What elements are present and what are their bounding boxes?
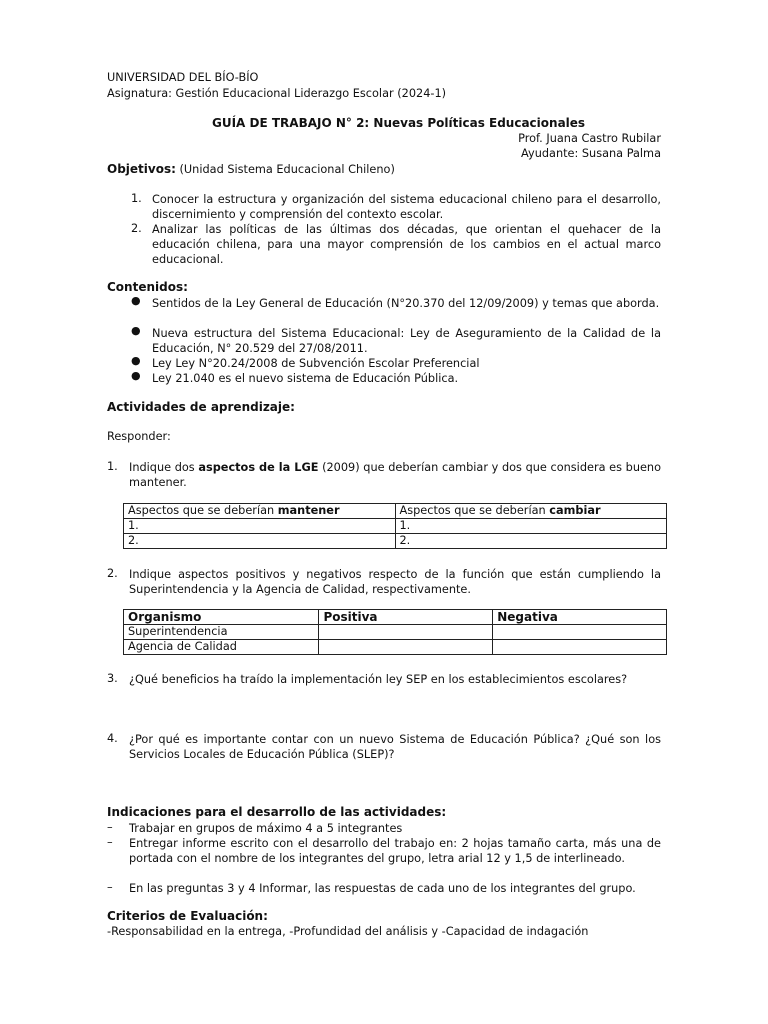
- table-cell[interactable]: [319, 625, 493, 640]
- professor-name: Prof. Juana Castro Rubilar: [518, 132, 661, 145]
- question-number: 3.: [107, 672, 118, 685]
- criteria-heading: Criterios de Evaluación:: [107, 909, 268, 923]
- table-cell[interactable]: [319, 640, 493, 655]
- bullet-icon: ●: [131, 294, 141, 307]
- table-cell[interactable]: 2.: [395, 534, 667, 549]
- page-title: GUÍA DE TRABAJO N° 2: Nuevas Políticas Educacionales: [212, 116, 586, 130]
- table-cell[interactable]: 1.: [124, 519, 396, 534]
- bullet-icon: ●: [131, 369, 141, 382]
- organism-evaluation-table: [123, 609, 667, 655]
- table-cell: Superintendencia: [124, 625, 319, 640]
- question-1: Indique dos aspectos de la LGE (2009) que deberían cambiar y dos que considera es bueno mantener.: [129, 461, 661, 489]
- question-number: 1.: [107, 460, 118, 473]
- contents-item: Ley 21.040 es el nuevo sistema de Educación Pública.: [152, 372, 459, 385]
- table-row: [124, 640, 667, 655]
- question-4: ¿Por qué es importante contar con un nuevo Sistema de Educación Pública? ¿Qué son los Servicios Locales de Educación Pública (SLEP)?: [129, 733, 661, 761]
- objective-number: 1.: [131, 192, 142, 205]
- dash-icon: –: [107, 821, 113, 834]
- respond-label: Responder:: [107, 430, 171, 443]
- question-number: 4.: [107, 732, 118, 745]
- question-number: 2.: [107, 567, 118, 580]
- question-2: Indique aspectos positivos y negativos respecto de la función que están cumpliendo la Superintendencia y la Agencia de Calidad, respectivamente.: [129, 568, 661, 596]
- activities-heading: Actividades de aprendizaje:: [107, 400, 295, 414]
- table-cell[interactable]: [493, 640, 667, 655]
- dash-icon: –: [107, 881, 113, 894]
- objective-item: Analizar las políticas de las últimas dos décadas, que orientan el quehacer de la educación chilena, para una mayor comprensión de los cambios en el actual marco educacional.: [152, 223, 661, 266]
- indication-item: Entregar informe escrito con el desarrollo del trabajo en: 2 hojas tamaño carta, más una de portada con el nombre de los integrantes del grupo, letra arial 12 y 1,5 de interlineado.: [129, 837, 661, 865]
- objectives-unit: (Unidad Sistema Educacional Chileno): [179, 163, 395, 176]
- question-3: ¿Qué beneficios ha traído la implementación ley SEP en los establecimientos escolares?: [129, 673, 628, 686]
- table-header-cell: Positiva: [319, 610, 493, 625]
- criteria-text: -Responsabilidad en la entrega, -Profundidad del análisis y -Capacidad de indagación: [107, 925, 589, 938]
- dash-icon: –: [107, 836, 113, 849]
- table-header-cell: Aspectos que se deberían cambiar: [395, 504, 667, 519]
- table-row: [124, 534, 667, 549]
- contents-heading: Contenidos:: [107, 280, 188, 294]
- contents-item: Ley Ley N°20.24/2008 de Subvención Escolar Preferencial: [152, 357, 480, 370]
- objective-number: 2.: [131, 222, 142, 235]
- lge-aspects-table: [123, 503, 667, 549]
- contents-item: Sentidos de la Ley General de Educación (N°20.370 del 12/09/2009) y temas que aborda.: [152, 297, 660, 310]
- contents-item: Nueva estructura del Sistema Educacional: Ley de Aseguramiento de la Calidad de la Educación, N° 20.529 del 27/08/2011.: [152, 327, 661, 355]
- table-row: [124, 625, 667, 640]
- table-header-cell: Negativa: [493, 610, 667, 625]
- table-cell[interactable]: 2.: [124, 534, 396, 549]
- objectives-heading: Objetivos:: [107, 162, 176, 176]
- bullet-icon: ●: [131, 324, 141, 337]
- table-row: [124, 519, 667, 534]
- objective-item: Conocer la estructura y organización del sistema educacional chileno para el desarrollo, discernimiento y comprensión del contexto escolar.: [152, 193, 661, 221]
- indication-item: Trabajar en grupos de máximo 4 a 5 integrantes: [129, 822, 403, 835]
- bullet-icon: ●: [131, 354, 141, 367]
- assistant-name: Ayudante: Susana Palma: [521, 147, 661, 160]
- university-name: UNIVERSIDAD DEL BÍO-BÍO: [107, 71, 259, 84]
- table-cell[interactable]: [493, 625, 667, 640]
- indications-heading: Indicaciones para el desarrollo de las actividades:: [107, 805, 447, 819]
- table-cell[interactable]: 1.: [395, 519, 667, 534]
- table-cell: Agencia de Calidad: [124, 640, 319, 655]
- table-header-row: [124, 610, 667, 625]
- table-header-row: [124, 504, 667, 519]
- table-header-cell: Aspectos que se deberían mantener: [124, 504, 396, 519]
- objectives-heading-line: [107, 162, 395, 176]
- indication-item: En las preguntas 3 y 4 Informar, las respuestas de cada uno de los integrantes del grupo.: [129, 882, 636, 895]
- course-name: Asignatura: Gestión Educacional Liderazgo Escolar (2024-1): [107, 87, 447, 100]
- table-header-cell: Organismo: [124, 610, 319, 625]
